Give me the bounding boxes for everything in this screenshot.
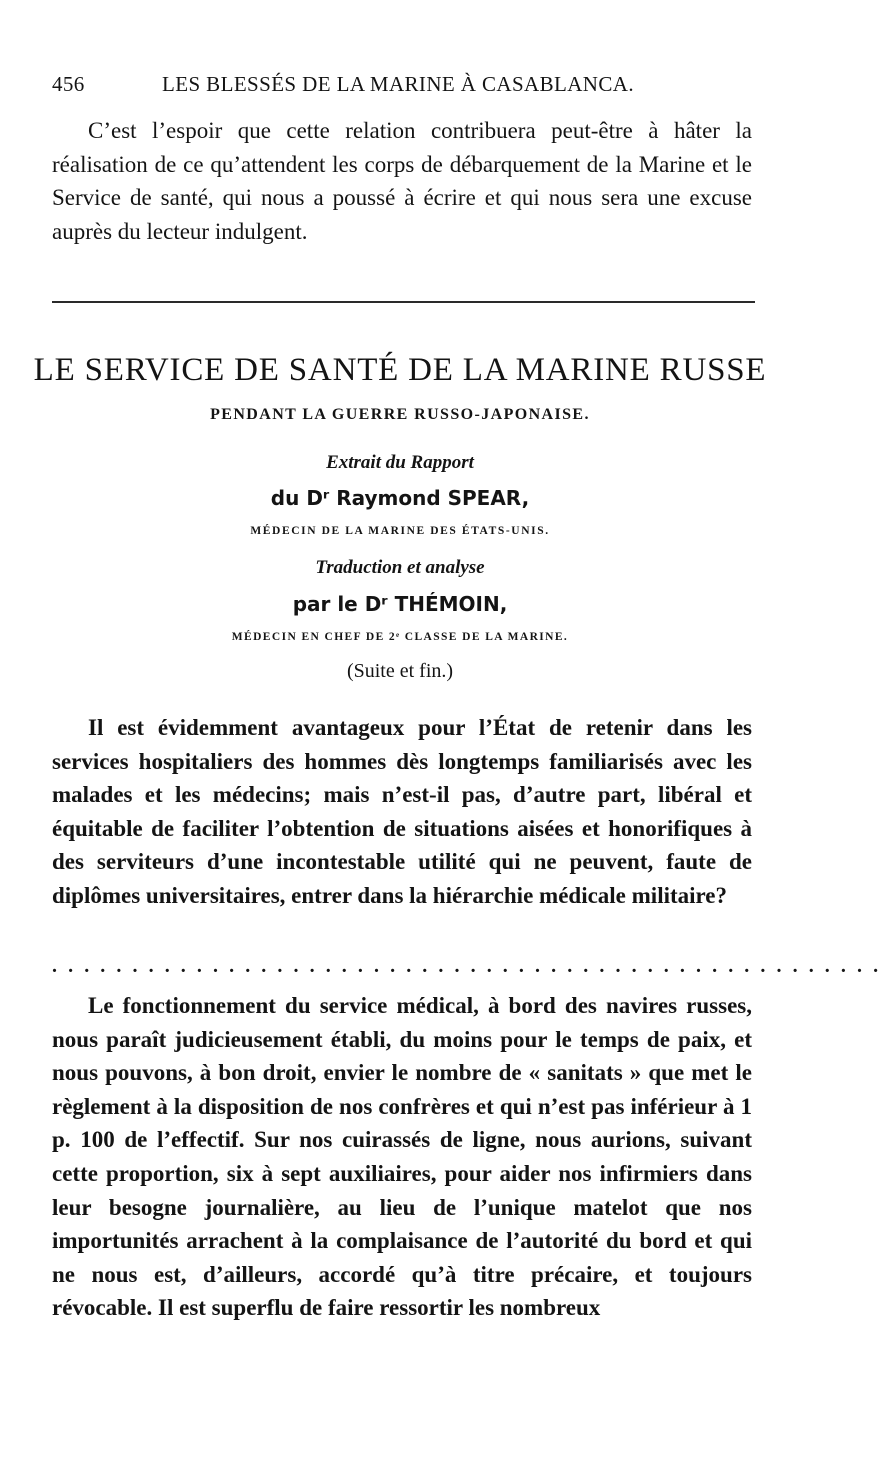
- running-header: [52, 72, 752, 106]
- section-divider: [52, 301, 755, 303]
- article-subtitle: PENDANT LA GUERRE RUSSO-JAPONAISE.: [210, 406, 590, 423]
- ellipsis-dots: . . . . . . . . . . . . . . . . . . . . . . . . . . . . . . . . . . . . . . . . . . . . . . . . . . . .: [52, 955, 881, 977]
- continuation-note: (Suite et fin.): [346, 660, 454, 682]
- author-affiliation: MÉDECIN DE LA MARINE DES ÉTATS-UNIS.: [250, 525, 550, 537]
- author-name: du Dʳ Raymond SPEAR,: [270, 486, 530, 510]
- translation-line: Traduction et analyse: [315, 557, 485, 578]
- translator-affiliation: MÉDECIN EN CHEF DE 2ᵉ CLASSE DE LA MARINE.: [231, 631, 569, 643]
- body-paragraph: Le fonctionnement du service médical, à bord des navires russes, nous paraît judicieusement établi, du moins pour le temps de paix, et nous pouvons, à bon droit, envier le nombre de « sanitats » que met le règlement à la disposition de nos confrères et qui n’est pas inférieur à 1 p. 100 de l’effectif. Sur nos cuirassés de ligne, nous aurions, suivant cette proportion, six à sept auxiliaires, pour aider nos infirmiers dans leur besogne journalière, au lieu de l’unique matelot que nos importunités arrachent à la complaisance de l’autorité du bord et qui ne nous est, d’ailleurs, accordé qu’à titre précaire, et toujours révocable. Il est superflu de faire ressortir les nombreux: [52, 993, 752, 1321]
- intro-paragraph: C’est l’espoir que cette relation contribuera peut-être à hâter la réalisation de ce qu’attendent les corps de débarquement de la Marine et le Service de santé, qui nous a poussé à écrire et qui nous sera une excuse auprès du lecteur indulgent.: [52, 118, 752, 244]
- page-number: 456: [52, 72, 85, 96]
- article-title: LE SERVICE DE SANTÉ DE LA MARINE RUSSE: [33, 352, 767, 388]
- extract-line: Extrait du Rapport: [326, 452, 474, 473]
- running-title: LES BLESSÉS DE LA MARINE À CASABLANCA.: [162, 72, 634, 96]
- translator-name: par le Dʳ THÉMOIN,: [292, 592, 508, 616]
- body-paragraph: Il est évidemment avantageux pour l’État de retenir dans les services hospitaliers des hommes dès longtemps familiarisés avec les malades et les médecins; mais n’est-il pas, d’autre part, libéral et équitable de faciliter l’obtention de situations aisées et honorifiques à des serviteurs d’une incontestable utilité qui ne peuvent, faute de diplômes universitaires, entrer dans la hiérarchie médicale militaire?: [52, 715, 752, 908]
